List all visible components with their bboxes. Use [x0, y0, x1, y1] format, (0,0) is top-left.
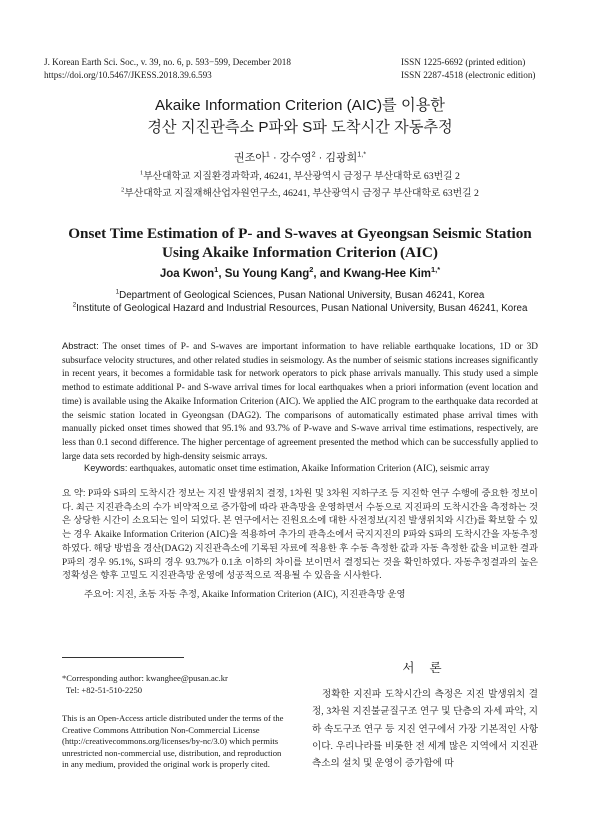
korean-affiliation-1: [0, 168, 600, 185]
english-author-2: Su Young Kang: [224, 268, 310, 280]
english-authors: [0, 265, 600, 280]
korean-author-1: 권조아: [234, 152, 266, 164]
issn-print: ISSN 1225-6692 (printed edition): [401, 57, 526, 67]
abstract-label: Abstract:: [62, 341, 99, 351]
section-heading-introduction: 서 론: [402, 661, 448, 675]
korean-authors: [0, 149, 600, 165]
korean-author-3-sup: 1,*: [357, 150, 366, 159]
footnote-divider: [62, 657, 184, 658]
korean-author-1-sup: 1: [265, 150, 270, 159]
korean-author-3: 김광희: [325, 152, 358, 164]
english-author-2-sup: 2: [309, 265, 314, 275]
korean-summary-label: 요 약:: [62, 488, 86, 498]
english-affiliation-1-sup: 1: [115, 288, 120, 296]
english-title-line1: Onset Time Estimation of P- and S-waves at Gyeongsan Seismic Station: [68, 225, 532, 242]
abstract: [62, 340, 538, 464]
korean-author-2-sup: 2: [311, 150, 316, 159]
english-author-3-sup: 1,*: [431, 265, 441, 275]
korean-author-2: 강수영: [279, 152, 312, 164]
english-affiliation-2-text: Institute of Geological Hazard and Industrial Resources, Pusan National University, Busan 46241, Korea: [76, 302, 528, 314]
english-author-3: Kwang-Hee Kim: [343, 268, 431, 280]
english-affiliation-2-sup: 2: [72, 301, 77, 309]
korean-keywords-label: 주요어:: [84, 589, 114, 599]
license-notice: [62, 713, 284, 771]
english-affiliations: [0, 290, 600, 315]
english-author-sep: ,: [218, 268, 225, 280]
journal-citation: J. Korean Earth Sci. Soc., v. 39, no. 6, p. 593−599, December 2018: [44, 57, 291, 67]
keywords-label: Keywords:: [84, 463, 128, 473]
english-affiliation-1-text: Department of Geological Sciences, Pusan National University, Busan 46241, Korea: [119, 290, 485, 301]
korean-affiliation-1-text: 부산대학교 지질환경과학과, 46241, 부산광역시 금정구 부산대학로 63번길 2: [143, 171, 460, 182]
keywords: [84, 462, 538, 476]
english-author-1-sup: 1: [214, 265, 219, 275]
introduction-text: 정확한 지진파 도착시간의 측정은 지진 발생위치 결정, 3차원 지진불균질구조 연구 및 단층의 자세 파악, 지하 속도구조 연구 등 지진 연구에서 가장 기본적인 사항이다. 우리나라를 비롯한 전 세계 많은 지역에서 지진관측소의 설치 및 운영이 증가함에 따: [312, 689, 538, 770]
korean-affiliation-1-sup: 1: [140, 169, 144, 177]
korean-author-sep: ·: [269, 152, 280, 164]
korean-keywords-text: 지진, 초동 자동 추정, Akaike Information Criterion (AIC), 지진관측망 운영: [113, 590, 406, 600]
keywords-text: earthquakes, automatic onset time estimation, Akaike Information Criterion (AIC), seismic array: [127, 464, 490, 474]
english-title-line2: Using Akaike Information Criterion (AIC): [162, 244, 438, 261]
korean-affiliation-2-sup: 2: [121, 186, 125, 194]
korean-affiliations: [0, 168, 600, 202]
english-affiliation-1: [0, 290, 600, 303]
english-author-1: Joa Kwon: [159, 268, 215, 280]
corresponding-tel: Tel: +82-51-510-2250: [66, 684, 143, 695]
corresponding-author: *Corresponding author: kwanghee@pusan.ac.kr: [62, 673, 228, 683]
korean-title-line1: Akaike Information Criterion (AIC)를 이용한: [155, 97, 445, 114]
license-text: This is an Open-Access article distributed under the terms of the Creative Commons Attribution Non-Commercial License (http://creativecommons.org/licenses/by-nc/3.0) which permits unrestricted non-commercial use, distribution, and reproduction in any medium, provided the original work is properly cited.: [62, 713, 284, 770]
korean-affiliation-2-text: 부산대학교 지질재해산업자원연구소, 46241, 부산광역시 금정구 부산대학로 63번길 2: [124, 188, 479, 199]
issn-electronic: ISSN 2287-4518 (electronic edition): [401, 69, 536, 80]
korean-author-sep: ·: [315, 152, 326, 164]
english-author-sep: , and: [313, 268, 344, 280]
korean-summary: [62, 487, 538, 584]
korean-title-line2: 경산 지진관측소 P파와 S파 도착시간 자동추정: [147, 119, 453, 136]
abstract-text: The onset times of P- and S-waves are important information to have reliable earthquake locations, 1D or 3D subsurface velocity structures, and other related studies in seismology. As the number of seismic stations increases significantly in recent years, it becomes a formidable task for network operators to pick phase arrivals manually. This study used a simple method to estimate additional P- and S-wave arrival times for local earthquakes when a priori information (event location and time) is available using the Akaike Information Criterion (AIC). We applied the AIC program to the earthquake data recorded at the seismic station located in Gyeongsan (DAG2). The comparisons of automatically estimated phase arrival times with manually picked onset times showed that 95.1% and 93.7% of P-wave and S-wave arrival time estimations, respectively, are less than 0.1 second difference. The higher percentage of agreement presented the method which can be successfully applied to large data sets recorded by high-density seismic arrays.: [62, 342, 538, 462]
korean-affiliation-2: [0, 185, 600, 202]
korean-keywords: [84, 588, 538, 602]
english-title: [0, 224, 600, 262]
doi-link[interactable]: https://doi.org/10.5467/JKESS.2018.39.6.593: [44, 69, 212, 80]
korean-summary-text: P파와 S파의 도착시간 정보는 지진 발생위치 결정, 1차원 및 3차원 지하구조 등 지진학 연구 수행에 중요한 정보이다. 최근 지진관측소의 수가 비약적으로 증가함에 따라 관측망을 운영하면서 수동으로 지진파의 도착시간을 측정하는 것은 상당한 시간이 소요되는 일이 되었다. 본 연구에서는 진원요소에 대한 사전정보(지진 발생위치와 시간)를 확보할 수 있는 경우 Akaike Information Criterion (AIC)을 적용하여 추가의 관측소에서 국지지진의 P파와 S파의 도착시간을 자동추정하였다. 해당 방법을 경산(DAG2) 지진관측소에 기록된 자료에 적용한 후 수동 측정한 값과 자동 측정한 값을 비교한 결과 P파의 경우 95.1%, S파의 경우 93.7%가 0.1초 이하의 차이를 보이면서 결정되는 것을 확인하였다. 자동추정결과의 높은 정확성은 향후 고밀도 지진관측망 운영에 성공적으로 적용될 수 있음을 시사한다.: [62, 489, 538, 582]
korean-title: [0, 95, 600, 139]
english-affiliation-2: [0, 303, 600, 316]
corresponding-author-footnote: [62, 673, 286, 696]
